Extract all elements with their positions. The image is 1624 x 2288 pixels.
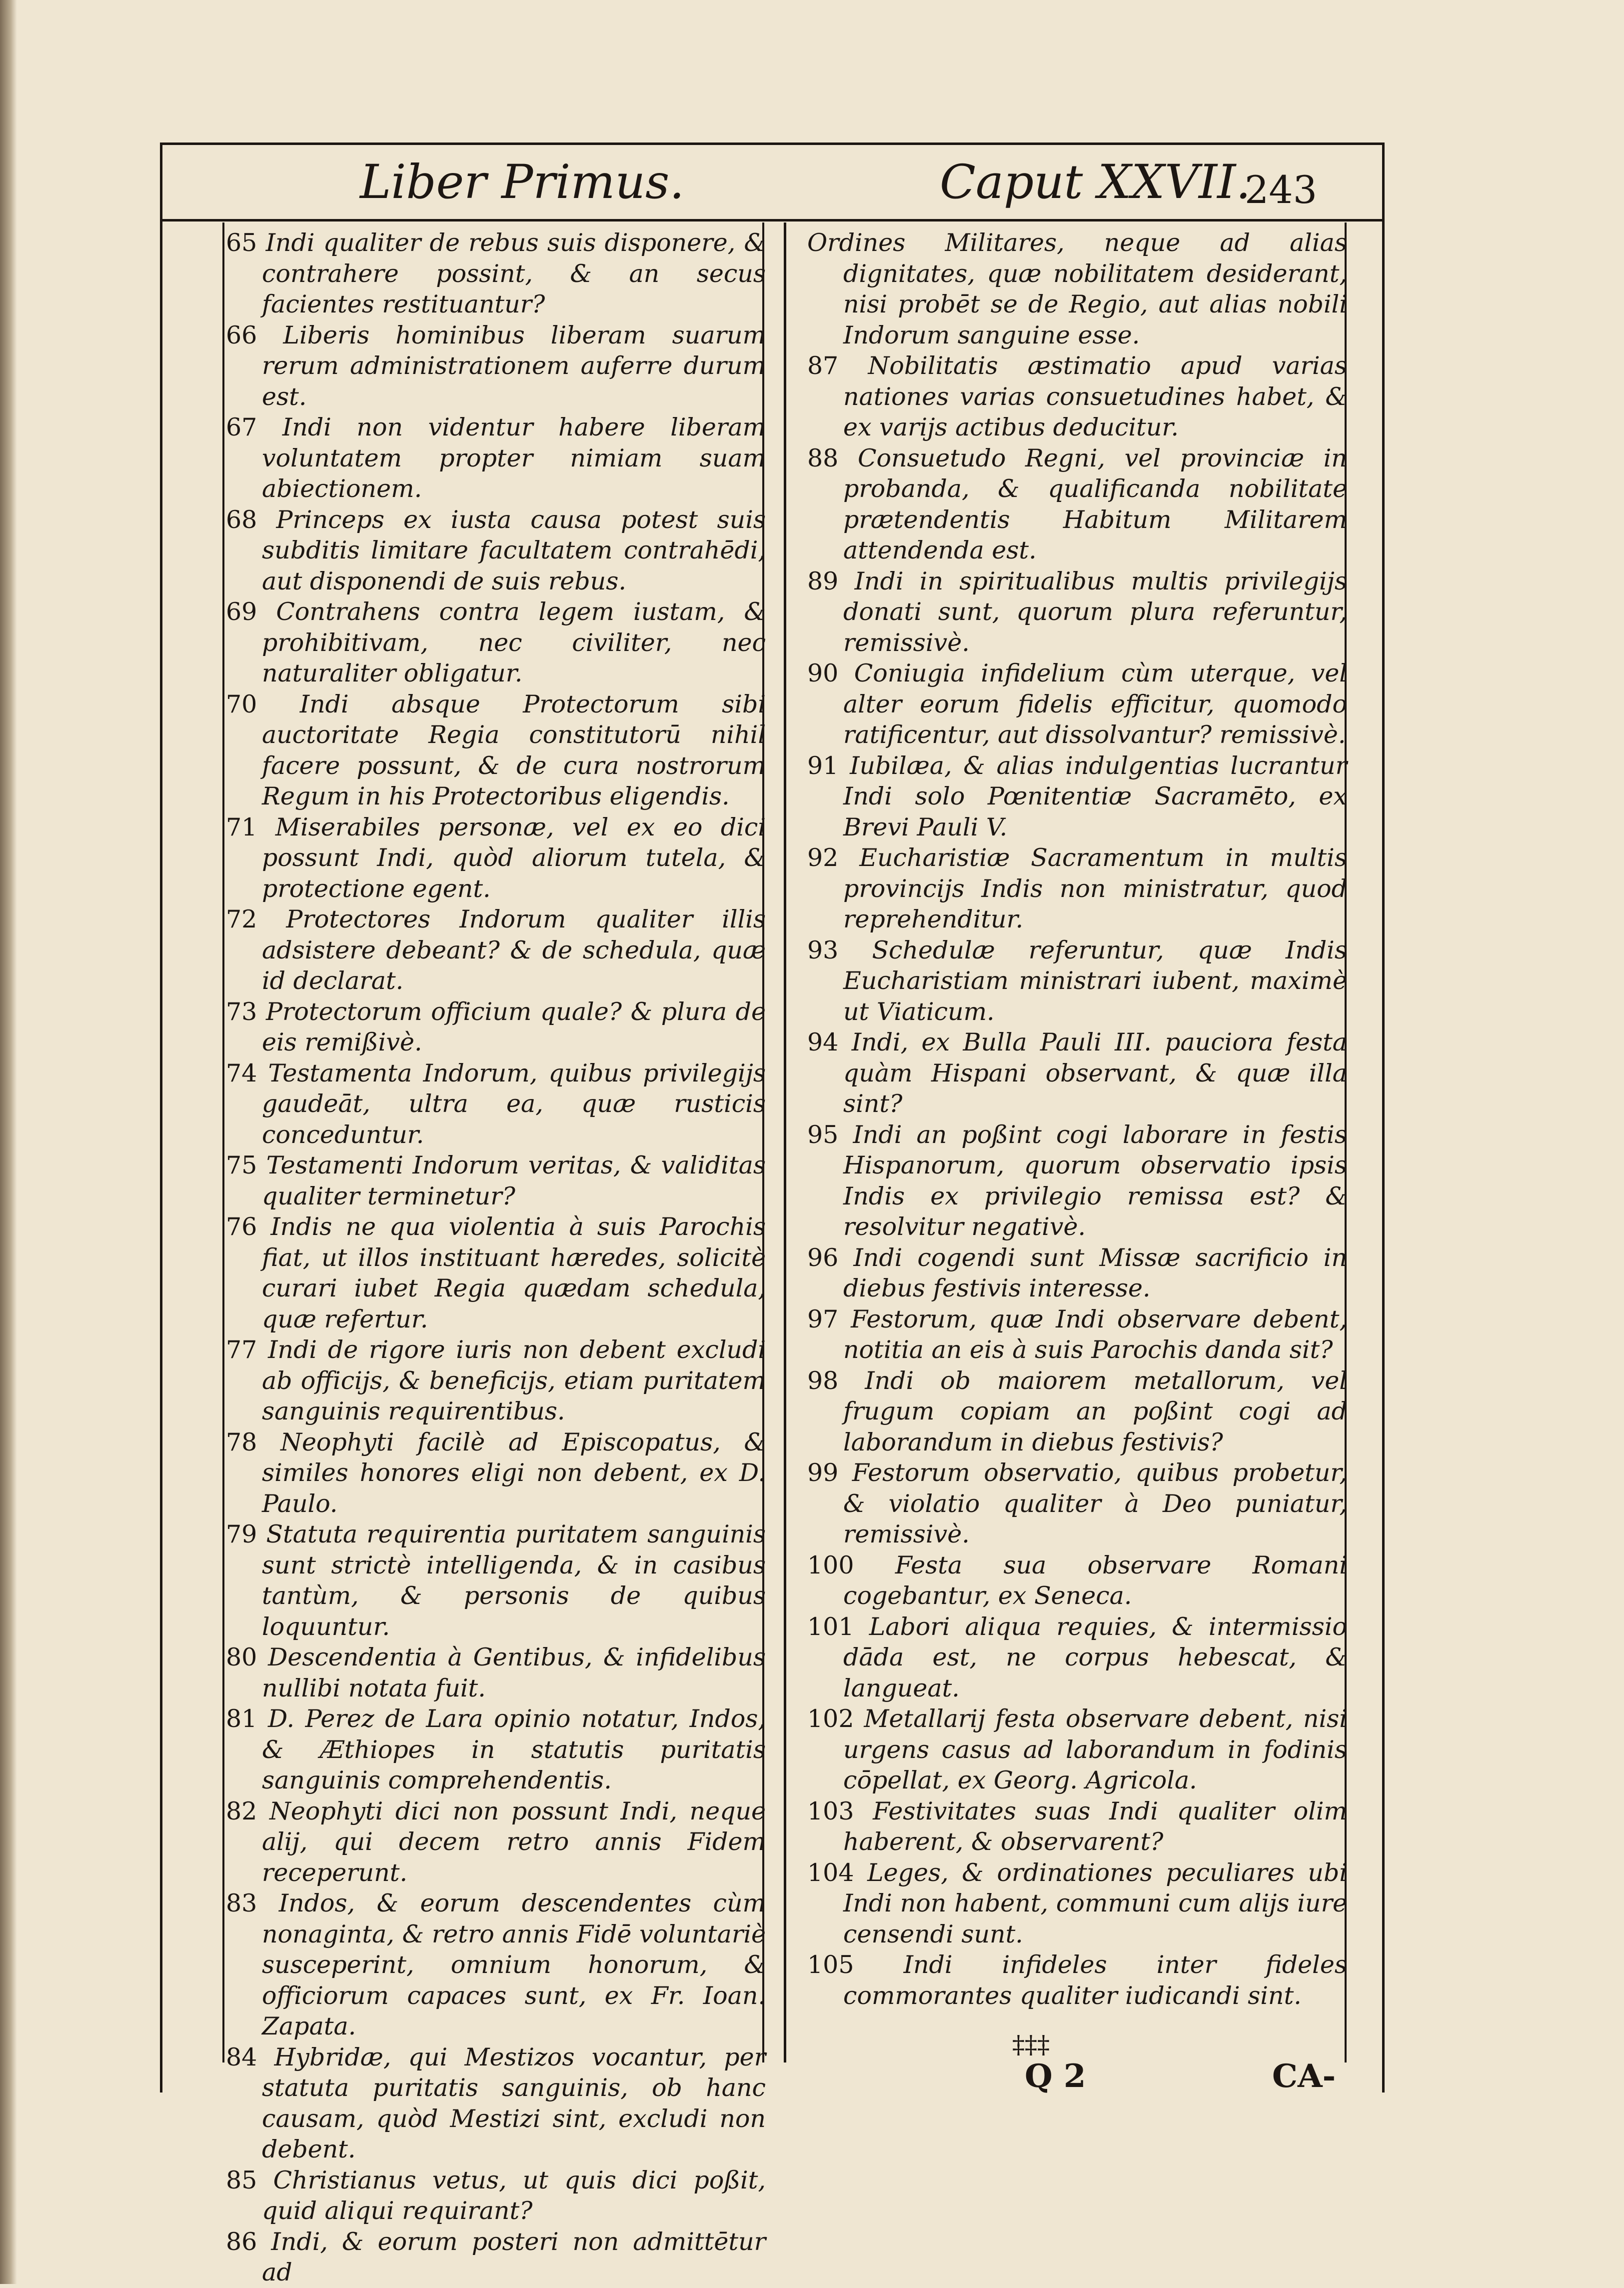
entry-number: 76	[226, 1212, 257, 1241]
entry-text: Contrahens contra legem iustam, & prohibitivam, nec civiliter, nec naturaliter obligatur.	[262, 598, 766, 688]
entry-text: Testamenta Indorum, quibus privilegijs gaudeāt, ultra ea, quæ rusticis conceduntur.	[262, 1058, 766, 1149]
entry-number: 78	[226, 1428, 257, 1456]
index-entry	[226, 2042, 766, 2165]
index-entry	[807, 842, 1347, 935]
entry-text: Hybridæ, qui Mestizos vocantur, per statuta puritatis sanguinis, ob hanc causam, quòd Mestizi sint, excludi non debent.	[262, 2042, 766, 2164]
index-entry	[226, 812, 766, 904]
index-entry	[807, 935, 1347, 1028]
entry-number: 103	[807, 1796, 854, 1826]
index-entry	[226, 504, 766, 597]
entry-text: Testamenti Indorum veritas, & validitas qualiter terminetur?	[262, 1151, 766, 1210]
entry-number: 91	[807, 751, 839, 780]
entry-text: D. Perez de Lara opinio notatur, Indos, & Æthiopes in statutis puritatis sanguinis comprehendentis.	[262, 1704, 766, 1794]
entry-number: 85	[226, 2166, 257, 2194]
index-entry	[807, 566, 1347, 658]
entry-number: 81	[226, 1704, 257, 1733]
entry-text: Nobilitatis æstimatio apud varias nationes varias consuetudines habet, & ex varijs actibus deducitur.	[843, 352, 1348, 442]
entry-number: 98	[807, 1366, 839, 1395]
page-gutter	[0, 0, 17, 2284]
index-entry	[226, 2226, 766, 2288]
entry-text: Festa sua observare Romani cogebantur, ex Seneca.	[843, 1550, 1347, 1610]
entry-text: Festorum, quæ Indi observare debent, notitia an eis à suis Parochis danda sit?	[843, 1304, 1348, 1364]
entry-text: Princeps ex iusta causa potest suis subditis limitare facultatem contrahēdi, aut disponendi de suis rebus.	[262, 505, 766, 596]
entry-text: Ordines Militares, neque ad alias dignitates, quæ nobilitatem desiderant, nisi probēt se de Regio, aut alias nobili Indorum sanguine esse.	[807, 228, 1347, 350]
index-entry	[226, 1334, 766, 1427]
entry-text: Indos, & eorum descendentes cùm nonaginta, & retro annis Fidē voluntariè susceperint, omnium honorum, & officiorum capaces sunt, ex Fr. Ioan. Zapata.	[262, 1889, 766, 2040]
index-entry	[226, 1150, 766, 1212]
index-entry	[807, 1027, 1347, 1120]
index-entry	[226, 1058, 766, 1150]
entry-number: 80	[226, 1643, 257, 1672]
entry-text: Labori aliqua requies, & intermissio dāda est, ne corpus hebescat, & langueat.	[843, 1612, 1347, 1702]
entry-number: 71	[226, 812, 257, 842]
signature-mark: Q 2	[1025, 2058, 1086, 2095]
entry-text: Leges, & ordinationes peculiares ubi Indi non habent, communi cum alijs iure censendi sunt.	[843, 1858, 1347, 1948]
entry-number: 83	[226, 1889, 257, 1918]
entry-text: Christianus vetus, ut quis dici poßit, quid aliqui requirant?	[262, 2166, 766, 2225]
entry-number: 66	[226, 320, 257, 350]
entry-text: Festivitates suas Indi qualiter olim haberent, & observarent?	[843, 1796, 1347, 1856]
entry-number: 72	[226, 905, 257, 934]
index-entry	[807, 750, 1347, 843]
index-entry	[807, 1858, 1347, 1950]
running-head-right: Caput XXVII.	[940, 155, 1251, 210]
entry-number: 70	[226, 690, 257, 718]
end-ornament: ‡‡‡	[1012, 2030, 1050, 2059]
entry-text: Indi infideles inter fideles commorantes qualiter iudicandi sint.	[843, 1950, 1347, 2010]
entry-text: Indi in spiritualibus multis privilegijs donati sunt, quorum plura referuntur, remissivè.	[843, 566, 1347, 657]
entry-number: 101	[807, 1612, 854, 1641]
index-column-left	[226, 228, 766, 2288]
index-entry	[226, 1212, 766, 1334]
entry-number: 105	[807, 1950, 854, 1979]
entry-number: 99	[807, 1458, 839, 1487]
index-entry	[807, 1120, 1347, 1242]
index-entry	[807, 1242, 1347, 1304]
index-entry	[226, 996, 766, 1058]
entry-number: 92	[807, 844, 839, 872]
entry-text: Indi, ex Bulla Pauli III. pauciora festa quàm Hispani observant, & quæ illa sint?	[843, 1028, 1347, 1118]
entry-text: Descendentia à Gentibus, & infidelibus nullibi notata fuit.	[262, 1643, 766, 1702]
index-entry	[226, 412, 766, 504]
entry-number: 86	[226, 2227, 257, 2256]
running-head-left: Liber Primus.	[360, 155, 685, 210]
entry-number: 94	[807, 1028, 839, 1056]
entry-text: Indi, & eorum posteri non admittētur ad	[262, 2227, 766, 2286]
entry-number: 93	[807, 936, 839, 964]
entry-text: Indis ne qua violentia à suis Parochis fiat, ut illos instituant hæredes, solicitè curari iubet Regia quædam schedula, quæ refertur.	[262, 1212, 766, 1334]
page-number: 243	[1245, 168, 1318, 212]
entry-text: Festorum observatio, quibus probetur, & violatio qualiter à Deo puniatur, remissivè.	[843, 1458, 1347, 1548]
index-entry	[807, 1704, 1347, 1796]
index-entry	[226, 320, 766, 412]
entry-text: Iubilæa, & alias indulgentias lucrantur Indi solo Pœnitentiæ Sacramēto, ex Brevi Pauli V.	[843, 751, 1347, 842]
index-entry	[226, 1796, 766, 1888]
index-entry	[807, 350, 1347, 443]
entry-text: Eucharistiæ Sacramentum in multis provincijs Indis non ministratur, quod reprehenditur.	[843, 844, 1347, 934]
index-entry	[226, 228, 766, 320]
index-entry	[226, 1642, 766, 1704]
entry-number: 73	[226, 997, 257, 1026]
entry-number: 77	[226, 1336, 257, 1364]
entry-number: 69	[226, 598, 257, 626]
entry-text: Protectores Indorum qualiter illis adsistere debeant? & de schedula, quæ id declarat.	[262, 905, 766, 995]
index-entry	[807, 1458, 1347, 1550]
index-entry	[226, 2165, 766, 2226]
index-entry	[226, 1519, 766, 1642]
entry-text: Schedulæ referuntur, quæ Indis Eucharistiam ministrari iubent, maximè ut Viaticum.	[843, 936, 1347, 1026]
entry-number: 82	[226, 1796, 257, 1826]
entry-text: Indi non videntur habere liberam voluntatem propter nimiam suam abiectionem.	[262, 413, 766, 503]
entry-number: 75	[226, 1151, 257, 1180]
entry-text: Indi ob maiorem metallorum, vel frugum copiam an poßint cogi ad laborandum in diebus festivis?	[843, 1366, 1347, 1456]
entry-number: 104	[807, 1858, 854, 1887]
index-entry	[807, 1366, 1347, 1458]
entry-number: 96	[807, 1243, 839, 1272]
entry-number: 95	[807, 1120, 839, 1149]
entry-text: Neophyti dici non possunt Indi, neque alij, qui decem retro annis Fidem receperunt.	[262, 1796, 766, 1887]
entry-number: 87	[807, 352, 839, 380]
index-column-right	[807, 228, 1347, 2011]
index-entry	[226, 904, 766, 996]
entry-number: 97	[807, 1304, 839, 1334]
entry-text: Consuetudo Regni, vel provinciæ in probanda, & qualificanda nobilitate prætendentis Habitum Militarem attendenda est.	[843, 444, 1347, 564]
entry-text: Coniugia infidelium cùm uterque, vel alter eorum fidelis efficitur, quomodo ratificentur, aut dissolvantur? remissivè.	[843, 659, 1348, 749]
entry-text: Protectorum officium quale? & plura de eis remißivè.	[262, 997, 766, 1056]
entry-text: Neophyti facilè ad Episcopatus, & similes honores eligi non debent, ex D. Paulo.	[262, 1428, 766, 1518]
entry-text: Indi an poßint cogi laborare in festis Hispanorum, quorum observatio ipsis Indis ex privilegio remissa est? & resolvitur negativè.	[843, 1120, 1347, 1241]
index-entry	[807, 1612, 1347, 1704]
entry-number: 65	[226, 228, 257, 257]
entry-number: 100	[807, 1550, 854, 1580]
column-divider-outer	[784, 222, 786, 2062]
entry-text: Metallarij festa observare debent, nisi urgens casus ad laborandum in fodinis cōpellat, ex Georg. Agricola.	[843, 1704, 1348, 1794]
entry-text: Liberis hominibus liberam suarum rerum administrationem auferre durum est.	[262, 320, 766, 411]
entry-text: Miserabiles personæ, vel ex eo dici possunt Indi, quòd aliorum tutela, & protectione egent.	[262, 812, 766, 903]
entry-text: Statuta requirentia puritatem sanguinis sunt strictè intelligenda, & in casibus tantùm, & personis de quibus loquuntur.	[262, 1520, 766, 1641]
entry-text: Indi de rigore iuris non debent excludi ab officijs, & beneficijs, etiam puritatem sanguinis requirentibus.	[262, 1336, 766, 1426]
index-entry	[226, 689, 766, 812]
entry-number: 84	[226, 2042, 257, 2072]
index-entry	[226, 1704, 766, 1796]
index-entry	[226, 596, 766, 689]
entry-number: 88	[807, 444, 839, 472]
index-entry	[807, 228, 1347, 350]
entry-number: 89	[807, 566, 839, 596]
index-entry	[226, 1888, 766, 2042]
entry-number: 68	[226, 505, 257, 534]
entry-number: 90	[807, 659, 839, 688]
column-rule-left	[222, 222, 224, 2062]
index-entry	[807, 1796, 1347, 1858]
entry-number: 67	[226, 413, 257, 442]
index-entry	[226, 1427, 766, 1520]
entry-text: Indi absque Protectorum sibi auctoritate Regia constitutorū nihil facere possunt, & de cura nostrorum Regum in his Protectoribus eligendis.	[262, 690, 766, 810]
index-entry	[807, 658, 1347, 750]
index-entry	[807, 1304, 1347, 1366]
index-entry	[807, 1950, 1347, 2011]
index-entry	[807, 443, 1347, 566]
index-entry	[807, 1550, 1347, 1612]
entry-number: 102	[807, 1704, 854, 1733]
catchword: CA-	[1272, 2058, 1336, 2095]
entry-text: Indi qualiter de rebus suis disponere, & contrahere possint, & an secus facientes restituantur?	[262, 228, 766, 318]
entry-number: 74	[226, 1058, 257, 1088]
entry-text: Indi cogendi sunt Missæ sacrificio in diebus festivis interesse.	[843, 1243, 1348, 1302]
entry-number: 79	[226, 1520, 257, 1548]
